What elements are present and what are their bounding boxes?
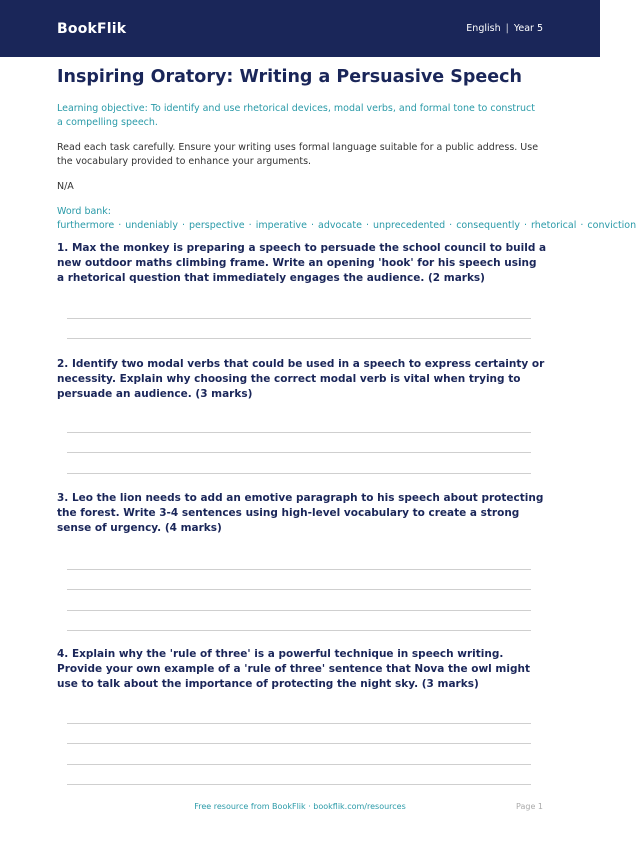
word-bank-separator: · — [181, 220, 185, 231]
learning-objective: Learning objective: To identify and use rhetorical devices, modal verbs, and formal tone to construct a compelling speech. — [57, 103, 535, 128]
subject-label: English — [466, 23, 501, 34]
answer-line — [67, 432, 531, 433]
page-header — [0, 0, 600, 57]
answer-line — [67, 743, 531, 744]
answer-line — [67, 610, 531, 611]
question-4: 4. Explain why the 'rule of three' is a powerful technique in speech writing. Provide your own example of a 'rule of three' sentence that Nova the owl might use to talk about the importance of protecting the night sky. (3 marks) — [57, 648, 530, 690]
word-bank-item: rhetorical — [531, 220, 577, 231]
brand-logo: BookFlik — [57, 20, 127, 37]
word-bank-separator: · — [449, 220, 453, 231]
word-bank-separator: · — [248, 220, 252, 231]
answer-line — [67, 589, 531, 590]
answer-line — [67, 338, 531, 339]
word-bank-item: perspective — [188, 220, 245, 231]
word-bank-item: conviction — [587, 220, 636, 231]
question-3: 3. Leo the lion needs to add an emotive paragraph to his speech about protecting the forest. Write 3-4 sentences using high-level vocabulary to create a strong sense of urgency. (4 marks) — [57, 492, 544, 534]
subject-meta — [466, 23, 543, 34]
page-title: Inspiring Oratory: Writing a Persuasive Speech — [57, 67, 522, 87]
question-2: 2. Identify two modal verbs that could be used in a speech to express certainty or necessity. Explain why choosing the correct modal verb is vital when trying to persuade an audience. (3 marks) — [57, 358, 545, 400]
question-1: 1. Max the monkey is preparing a speech to persuade the school council to build a new outdoor maths climbing frame. Write an opening 'hook' for his speech using a rhetorical question that immediately engages the audience. (2 marks) — [57, 242, 547, 284]
worksheet-intro — [57, 66, 636, 233]
page-footer — [0, 802, 600, 816]
answer-line — [67, 473, 531, 474]
word-bank-item: imperative — [255, 220, 308, 231]
answer-line — [67, 318, 531, 319]
word-bank-item: consequently — [456, 220, 520, 231]
word-bank-separator: · — [365, 220, 369, 231]
page-number: Page 1 — [516, 802, 543, 811]
word-bank-separator: · — [311, 220, 315, 231]
footer-link[interactable]: Free resource from BookFlik · bookflik.com/resources — [194, 802, 406, 811]
meta-separator: | — [505, 23, 509, 34]
word-bank-words — [57, 220, 636, 231]
word-bank-label: Word bank: — [57, 206, 112, 217]
instructions: Read each task carefully. Ensure your writing uses formal language suitable for a public address. Use the vocabulary provided to enhance your arguments. — [57, 142, 539, 167]
answer-line — [67, 630, 531, 631]
answer-line — [67, 452, 531, 453]
word-bank-item: undeniably — [125, 220, 178, 231]
word-bank-item: advocate — [318, 220, 362, 231]
word-bank-separator: · — [523, 220, 527, 231]
answer-line — [67, 784, 531, 785]
word-bank-separator: · — [580, 220, 584, 231]
word-bank — [57, 205, 636, 233]
answer-line — [67, 723, 531, 724]
word-bank-separator: · — [118, 220, 122, 231]
na-text: N/A — [57, 181, 74, 192]
answer-line — [67, 569, 531, 570]
word-bank-item: furthermore — [57, 220, 115, 231]
word-bank-item: unprecedented — [372, 220, 446, 231]
answer-line — [67, 764, 531, 765]
year-label: Year 5 — [513, 23, 543, 34]
